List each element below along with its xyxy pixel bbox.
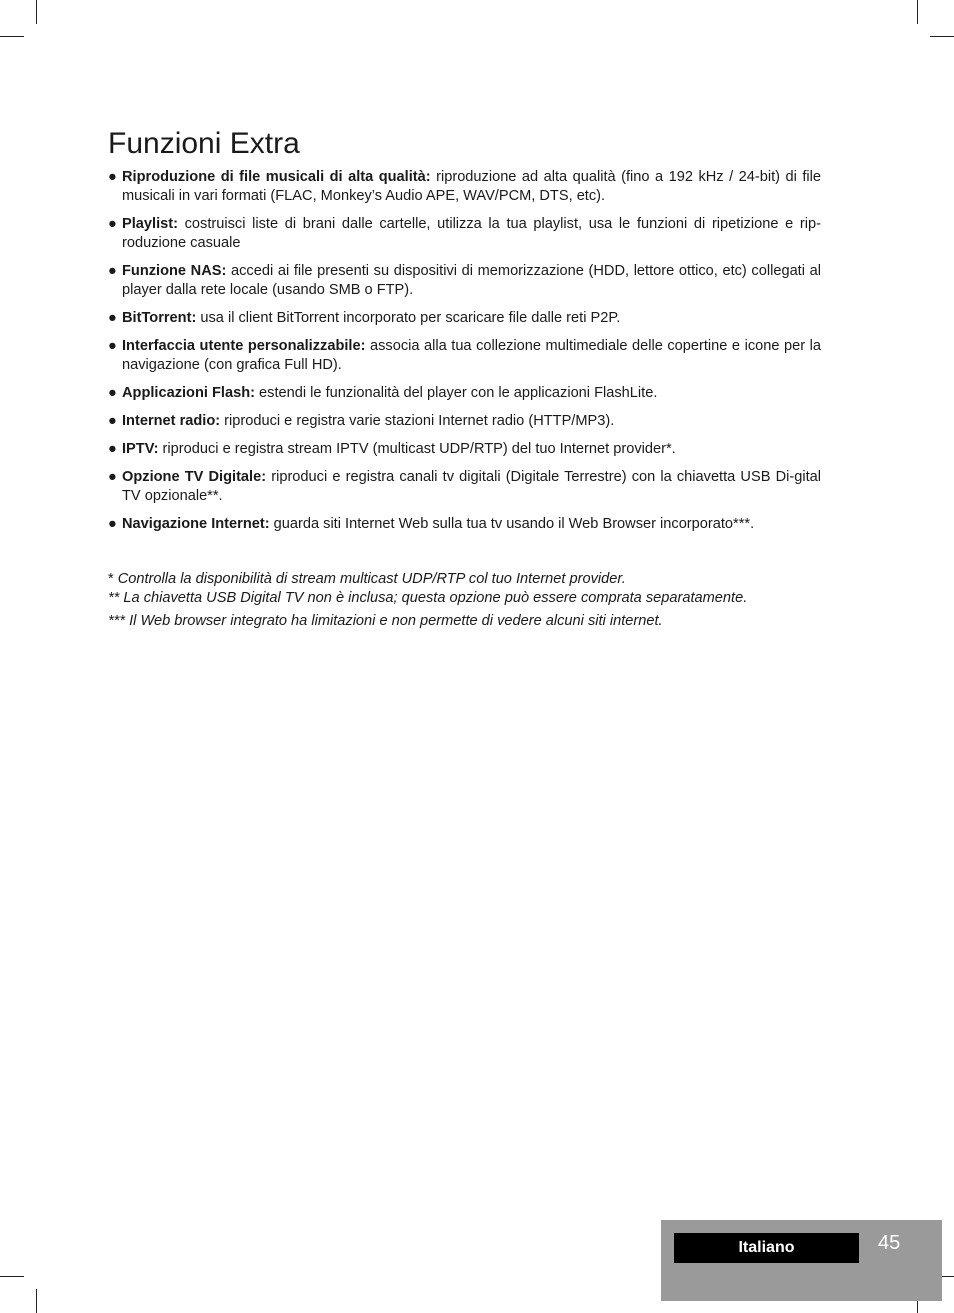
bullet-icon: ● [108,169,117,185]
feature-text: riproduzione ad alta qualità (fino a 192 kHz / 24-bit) di file musicali in vari formati (FLAC, Monkey’s Audio APE, WAV/PCM, DTS, etc). [122,169,821,204]
bullet-icon: ● [108,469,117,485]
bullet-icon: ● [108,263,117,279]
footnote-mark: ** [108,590,124,606]
feature-term: Applicazioni Flash: [122,385,255,401]
feature-term: BitTorrent: [122,310,197,326]
feature-text: usa il client BitTorrent incorporato per scaricare file dalle reti P2P. [196,310,621,326]
bullet-icon: ● [108,216,117,232]
list-item [108,337,821,375]
list-item [108,215,821,253]
feature-text: costruisci liste di brani dalle cartelle, utilizza la tua playlist, usa le funzioni di ripetizione e rip-roduzione casuale [122,216,821,251]
feature-text: riproduci e registra canali tv digitali (Digitale Terrestre) con la chiavetta USB Di-gital TV opzionale**. [122,469,822,504]
feature-term: Interfaccia utente personalizzabile: [122,338,366,354]
bullet-icon: ● [108,310,117,326]
crop-mark [0,36,24,37]
page-footer [661,1220,942,1301]
feature-text: riproduci e registra varie stazioni Internet radio (HTTP/MP3). [220,413,615,429]
feature-term: Riproduzione di file musicali di alta qualità: [122,169,431,185]
bullet-icon: ● [108,385,117,401]
crop-mark [930,36,954,37]
feature-term: Opzione TV Digitale: [122,469,267,485]
crop-mark [36,0,37,24]
feature-term: Navigazione Internet: [122,516,270,532]
crop-mark [917,0,918,24]
bullet-icon: ● [108,338,117,354]
footnote [108,570,821,589]
language-label: Italiano [674,1233,859,1263]
footnote-mark: * [108,571,118,587]
feature-text: estendi le funzionalità del player con le applicazioni FlashLite. [254,385,658,401]
footnote-mark: *** [108,613,130,629]
list-item [108,515,821,534]
footnote-text: Controlla la disponibilità di stream multicast UDP/RTP col tuo Internet provider. [117,571,626,587]
bullet-icon: ● [108,413,117,429]
page-title: Funzioni Extra [108,127,300,160]
feature-text: riproduci e registra stream IPTV (multicast UDP/RTP) del tuo Internet provider*. [158,441,676,457]
feature-text: accedi ai file presenti su dispositivi di memorizzazione (HDD, lettore ottico, etc) collegati al player dalla rete locale (usando SMB o FTP). [122,263,821,298]
feature-term: IPTV: [122,441,159,457]
feature-text: associa alla tua collezione multimediale delle copertine e icone per la navigazione (con grafica Full HD). [122,338,821,373]
feature-term: Playlist: [122,216,178,232]
list-item [108,468,821,506]
feature-text: guarda siti Internet Web sulla tua tv usando il Web Browser incorporato***. [269,516,755,532]
list-item [108,168,821,206]
list-item [108,262,821,300]
feature-term: Funzione NAS: [122,263,227,279]
feature-list [108,168,821,543]
footnote-text: La chiavetta USB Digital TV non è inclusa; questa opzione può essere comprata separatamente. [123,590,748,606]
feature-term: Internet radio: [122,413,221,429]
list-item [108,412,821,431]
list-item [108,384,821,403]
crop-mark [0,1276,24,1277]
bullet-icon: ● [108,516,117,532]
bullet-icon: ● [108,441,117,457]
list-item [108,440,821,459]
list-item [108,309,821,328]
footnotes [108,570,821,631]
footnote [108,612,821,631]
footnote [108,589,821,608]
crop-mark [36,1289,37,1313]
page-number: 45 [878,1232,901,1254]
footnote-text: Il Web browser integrato ha limitazioni e non permette di vedere alcuni siti internet. [129,613,663,629]
